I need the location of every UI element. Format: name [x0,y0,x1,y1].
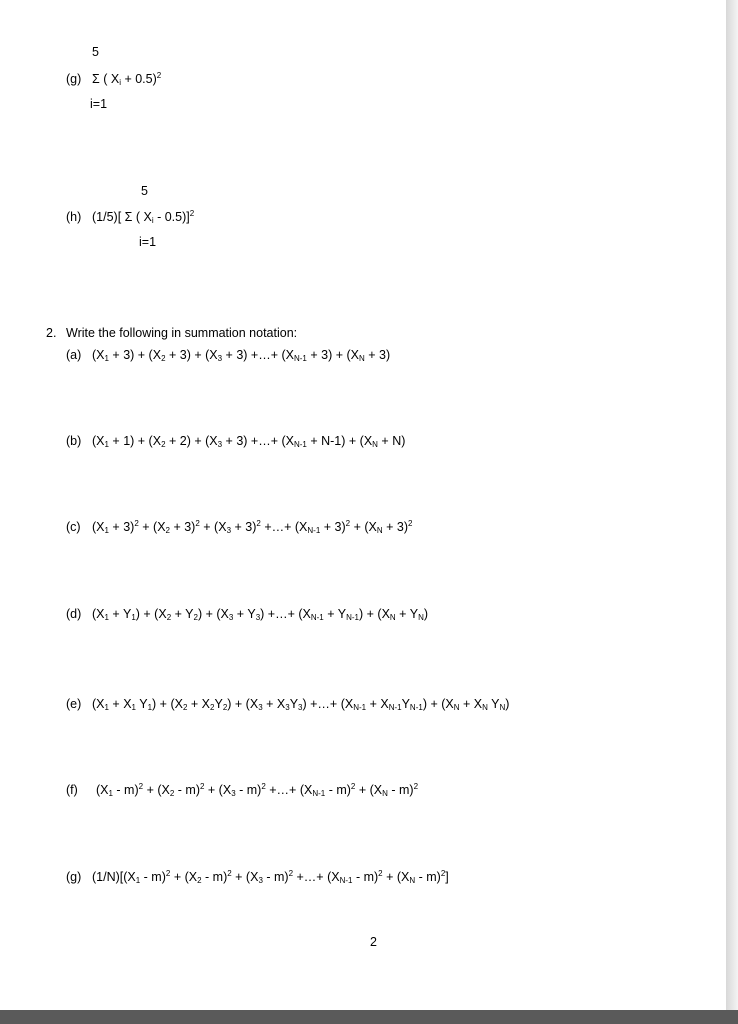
q2-item-a-expression: $(X_1 + 3) + (X_2 + 3) + (X_3 + 3)$ +…+ $(X_{N-1} + 3) + (X_N + 3)$ [92,348,391,363]
q2-item-c-label: (c) [66,520,81,534]
q2-item-g-expression: $(1/N)[(X_1 - m)^2 + (X_2 - m)^2 + (X_3 - m)^2$ +…+ $(X_{N-1} - m)^2 + (X_N - m)^2$] [92,869,449,885]
q2-item-b-expression: $(X_1 + 1) + (X_2 + 2) + (X_3 + 3)$ +…+ $(X_{N-1} + N-1) + (X_N + N)$ [92,434,406,449]
page-edge-shadow [726,0,738,1012]
q2-item-a-label: (a) [66,348,82,362]
problem-g-upper-limit: 5 [92,45,99,59]
q2-item-d-label: (d) [66,607,82,621]
q2-item-e-expression: ($X_1 + X_1$ $Y_1) + (X_2 + X_2Y_2) + (X_3 + X_3Y_3)$ +…+ $(X_{N-1} + X_{N-1}Y_{N-1}) + (X_N + X_N$ $Y_N$) [92,697,510,712]
q2-item-d-expression: $(X_1 + Y_1) + (X_2 + Y_2) + (X_3 + Y_3)$ +…+ $(X_{N-1} + Y_{N-1}) + (X_N + Y_N)$ [92,607,429,622]
page-number: 2 [370,935,377,949]
problem-h-expression: (1/5)[ Σ ( $X_i - 0.5)]^2$ [92,209,195,225]
q2-item-c-expression: $(X_1 + 3)^2 + (X_2 + 3)^2 + (X_3 + 3)^2$ +…+ $(X_{N-1} + 3)^2 + (X_N + 3)^2$ [92,519,413,535]
q2-item-e-label: (e) [66,697,82,711]
q2-item-f-label: (f) [66,783,78,797]
question-2-prompt: Write the following in summation notation: [66,326,298,340]
q2-item-f-expression: $(X_1 - m)^2 + (X_2 - m)^2 + (X_3 - m)^2$ +…+ $(X_{N-1} - m)^2 + (X_N - m)^2$ [96,782,419,798]
problem-h-upper-limit: 5 [141,184,148,198]
viewer-bottom-bar [0,1010,738,1024]
question-2-number: 2. [46,326,57,340]
problem-h-label: (h) [66,210,82,224]
problem-g-expression: Σ ( $X_i + 0.5)^2$ [92,71,162,87]
problem-h-lower-limit: i=1 [139,235,157,249]
q2-item-g-label: (g) [66,870,82,884]
problem-g-label: (g) [66,72,82,86]
q2-item-b-label: (b) [66,434,82,448]
problem-g-lower-limit: i=1 [90,97,108,111]
